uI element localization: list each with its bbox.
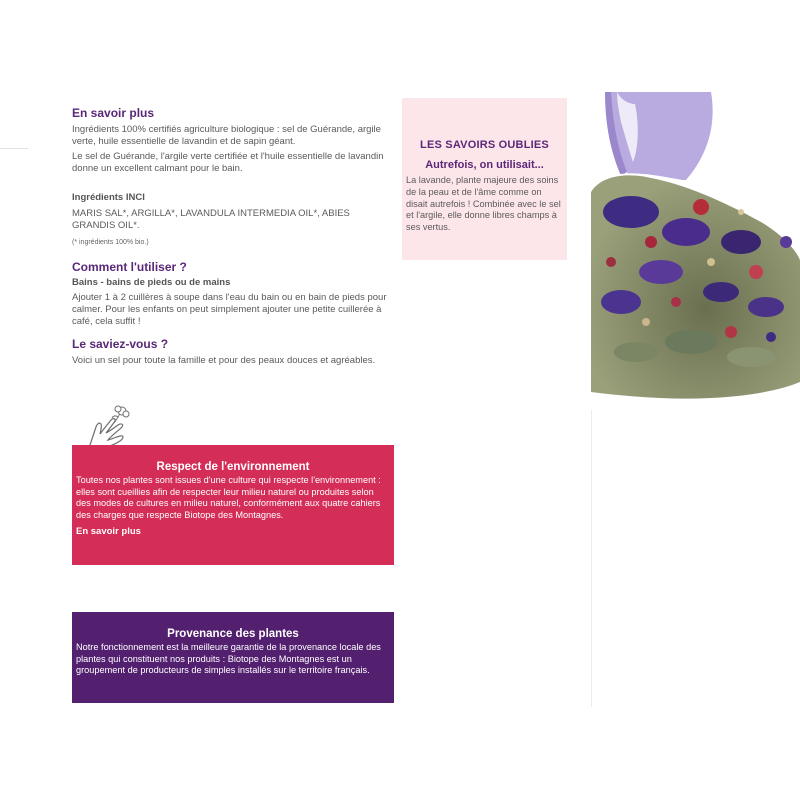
edge-divider — [0, 148, 28, 149]
environment-more-link[interactable]: En savoir plus — [76, 526, 141, 538]
usage-text: Ajouter 1 à 2 cuillères à soupe dans l'eau du bain ou en bain de pieds pour calmer. Pour les enfants on peut simplement ajouter une petite cuillerée à café, cela suffit ! — [72, 292, 387, 327]
environment-box — [72, 445, 394, 565]
savoirs-subtitle: Autrefois, on utilisait... — [425, 159, 544, 171]
savoirs-text: La lavande, plante majeure des soins de la peau et de l'âme comme on disait autrefois ! Combinée avec le sel et l'argile, elle donne libres champs à ses vertus. — [406, 175, 561, 233]
savoirs-oublies-box — [402, 98, 567, 260]
usage-subtitle: Bains - bains de pieds ou de mains — [72, 277, 231, 288]
provenance-title: Provenance des plantes — [167, 628, 299, 640]
ingredients-paragraph: Ingrédients 100% certifiés agriculture biologique : sel de Guérande, argile verte, huile essentielle de lavandin et de sapin géant. — [72, 124, 381, 147]
lavender-herbs-photo — [591, 92, 800, 410]
en-savoir-plus-heading: En savoir plus — [72, 106, 155, 120]
environment-title: Respect de l'environnement — [156, 461, 310, 473]
product-details — [72, 106, 394, 367]
inci-note: (* ingrédients 100% bio.) — [72, 239, 149, 246]
saviez-heading: Le saviez-vous ? — [72, 337, 169, 351]
calming-paragraph: Le sel de Guérande, l'argile verte certifiée et l'huile essentielle de lavandin donne un excellent calmant pour le bain. — [72, 151, 384, 174]
provenance-box — [72, 612, 394, 703]
saviez-text: Voici un sel pour toute la famille et pour des peaux douces et agréables. — [72, 355, 376, 366]
environment-text: Toutes nos plantes sont issues d'une culture qui respecte l'environnement : elles sont cueillies afin de respecter leur milieu naturel ou produites selon des modes de cultures en milieu naturel, conformément aux quatre cahiers des charges que respecte Biotope des Montagnes. — [76, 475, 381, 520]
usage-heading: Comment l'utiliser ? — [72, 260, 187, 274]
provenance-text: Notre fonctionnement est la meilleure garantie de la provenance locale des plantes qui constituent nos produits : Biotope des Montagnes est un groupement de producteurs de simples installés sur le territoire français. — [76, 642, 381, 676]
inci-heading: Ingrédients INCI — [72, 192, 145, 203]
inci-list: MARIS SAL*, ARGILLA*, LAVANDULA INTERMEDIA OIL*, ABIES GRANDIS OIL*. — [72, 208, 350, 231]
savoirs-title: LES SAVOIRS OUBLIES — [420, 139, 549, 151]
